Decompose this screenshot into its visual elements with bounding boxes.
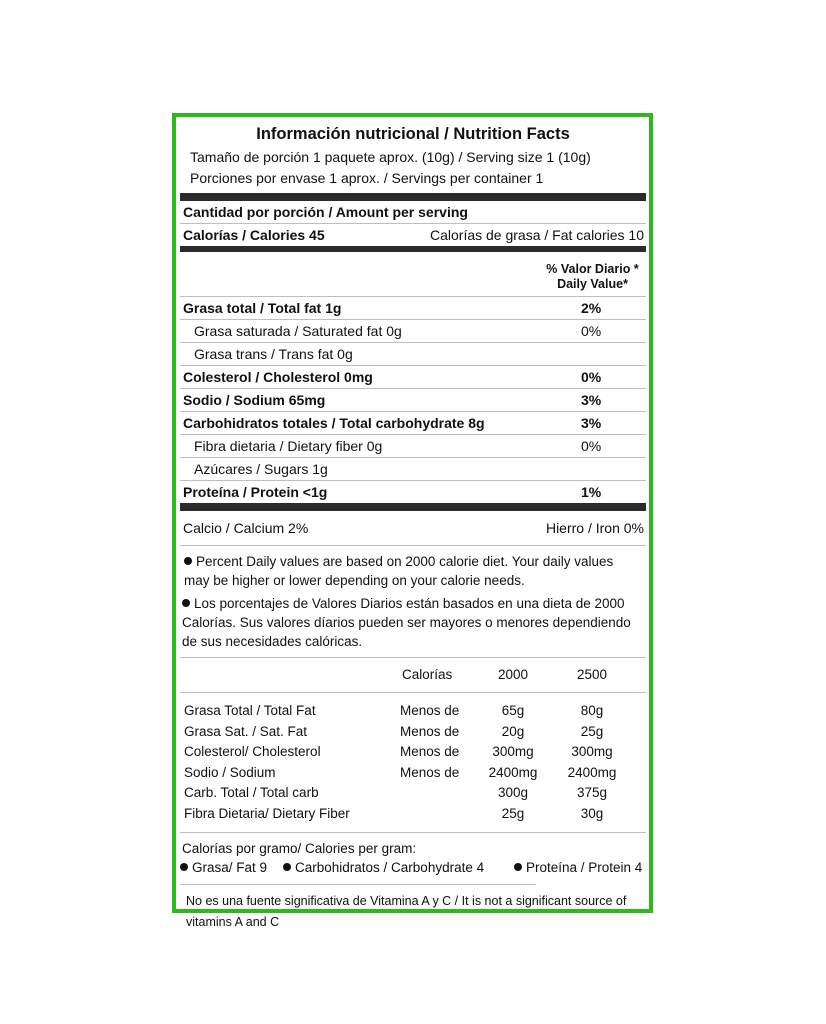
nutrient-daily-value: 1% — [581, 484, 602, 500]
nutrient-daily-value: 0% — [581, 323, 602, 339]
nutrient-label: Proteína / Protein <1g — [183, 484, 328, 500]
calories-value: Calorías / Calories 45 — [183, 227, 325, 243]
nutrient-row — [180, 389, 646, 411]
servings-per-container: Porciones por envase 1 aprox. / Servings per container 1 — [190, 170, 544, 186]
nutrient-daily-value: 3% — [581, 415, 602, 431]
footnote-value-2000: 300g — [497, 785, 529, 800]
calories-per-gram-list — [180, 858, 646, 878]
calcium: Calcio / Calcium 2% — [183, 520, 309, 536]
serving-size: Tamaño de porción 1 paquete aprox. (10g) / Serving size 1 (10g) — [190, 149, 591, 165]
footnote-value-2000: 300mg — [492, 744, 534, 759]
footnote-2500-header: 2500 — [576, 667, 608, 682]
bullet-icon — [180, 863, 188, 871]
footnote-row — [180, 783, 646, 804]
nutrient-label: Azúcares / Sugars 1g — [194, 461, 328, 477]
nutrient-label: Grasa saturada / Saturated fat 0g — [194, 323, 402, 339]
footnote-value-2500: 25g — [580, 723, 604, 739]
iron: Hierro / Iron 0% — [545, 520, 644, 536]
nutrient-daily-value: 2% — [581, 300, 602, 316]
dv-header-en: Daily Value* — [557, 277, 628, 291]
disclaimer-line-2: vitamins A and C — [186, 915, 280, 929]
footnote-limit: Menos de — [400, 764, 460, 780]
nutrient-row — [180, 435, 646, 457]
footnote-header — [180, 658, 646, 692]
footnote-calories-header: Calorías — [402, 667, 453, 682]
footnote-row — [180, 701, 646, 722]
footnote-label: Grasa Total / Total Fat — [184, 703, 316, 718]
note-spanish-text: Los porcentajes de Valores Diarios están basados en una dieta de 2000 Calorías. Sus valores díarios pueden ser mayores o menores dependiendo de sus necesidades calóricas. — [182, 596, 631, 649]
nutrient-row — [180, 412, 646, 434]
label-content — [180, 117, 646, 933]
nutrient-daily-value: 0% — [581, 438, 602, 454]
dv-header-es: % Valor Diario * — [546, 262, 639, 276]
nutrient-row — [180, 320, 646, 342]
footnote-value-2000: 65g — [501, 703, 525, 718]
footnote-value-2500: 30g — [580, 805, 604, 821]
nutrient-row — [180, 458, 646, 480]
nutrient-row — [180, 481, 646, 503]
nutrient-row — [180, 343, 646, 365]
nutrient-row — [180, 366, 646, 388]
daily-value-header — [530, 252, 655, 296]
footnote-label: Fibra Dietaria/ Dietary Fiber — [184, 805, 350, 821]
disclaimer-line-1: No es una fuente significativa de Vitamina A y C / It is not a significant source of — [186, 894, 627, 908]
serving-info — [180, 147, 646, 189]
bullet-icon — [184, 557, 192, 565]
footnote-label: Carb. Total / Total carb — [184, 785, 319, 800]
footnote-value-2500: 375g — [576, 785, 608, 800]
nutrient-label: Fibra dietaria / Dietary fiber 0g — [194, 438, 383, 454]
nutrient-label: Colesterol / Cholesterol 0mg — [183, 369, 373, 385]
nutrient-label: Grasa trans / Trans fat 0g — [194, 346, 353, 362]
fat-calories: Calorías de grasa / Fat calories 10 — [430, 227, 644, 243]
footnote-value-2000: 25g — [501, 805, 525, 821]
bullet-icon — [283, 863, 291, 871]
footnote-row — [180, 742, 646, 763]
amount-per-serving: Cantidad por porción / Amount per serving — [183, 204, 468, 220]
thick-divider — [180, 193, 646, 201]
calories-row — [180, 224, 646, 246]
nutrient-label: Carbohidratos totales / Total carbohydrate 8g — [183, 415, 485, 431]
nutrient-daily-value: 3% — [581, 392, 602, 408]
cpg-protein: Proteína / Protein 4 — [514, 858, 642, 877]
note-spanish — [180, 590, 646, 651]
footnote-limit: Menos de — [400, 744, 460, 759]
note-english-text: Percent Daily values are based on 2000 calorie diet. Your daily values may be higher or lower depending on your calorie needs. — [184, 554, 614, 588]
footnote-limit: Menos de — [400, 703, 460, 718]
note-english — [180, 546, 646, 590]
nutrient-row — [180, 297, 646, 319]
footnote-value-2500: 300mg — [571, 744, 613, 759]
label-title: Información nutricional / Nutrition Facts — [256, 125, 570, 143]
footnote-label: Sodio / Sodium — [184, 764, 276, 780]
footnote-row — [180, 763, 646, 784]
calories-per-gram: Calorías por gramo/ Calories per gram: — [182, 841, 417, 856]
footnote-label: Colesterol/ Cholesterol — [184, 744, 321, 759]
footnote-value-2500: 2400mg — [567, 764, 617, 780]
footnote-table — [180, 701, 646, 824]
nutrient-label: Sodio / Sodium 65mg — [183, 392, 326, 408]
footnote-row — [180, 804, 646, 825]
footnote-limit: Menos de — [400, 723, 460, 739]
nutrient-label: Grasa total / Total fat 1g — [183, 300, 342, 316]
cpg-fat: Grasa/ Fat 9 — [180, 858, 267, 877]
footnote-label: Grasa Sat. / Sat. Fat — [184, 723, 308, 739]
bullet-icon — [182, 599, 190, 607]
nutrient-daily-value: 0% — [581, 369, 602, 385]
disclaimer — [180, 885, 646, 933]
cpg-carb: Carbohidratos / Carbohydrate 4 — [283, 858, 484, 877]
nutrient-list — [180, 297, 646, 503]
footnote-2000-header: 2000 — [497, 667, 529, 682]
thick-divider — [180, 503, 646, 511]
footnote-row — [180, 722, 646, 743]
footnote-value-2000: 2400mg — [488, 764, 538, 780]
minerals-row — [180, 511, 646, 545]
nutrition-label — [172, 113, 653, 929]
bullet-icon — [514, 863, 522, 871]
footnote-value-2000: 20g — [501, 723, 525, 739]
footnote-value-2500: 80g — [580, 703, 604, 718]
